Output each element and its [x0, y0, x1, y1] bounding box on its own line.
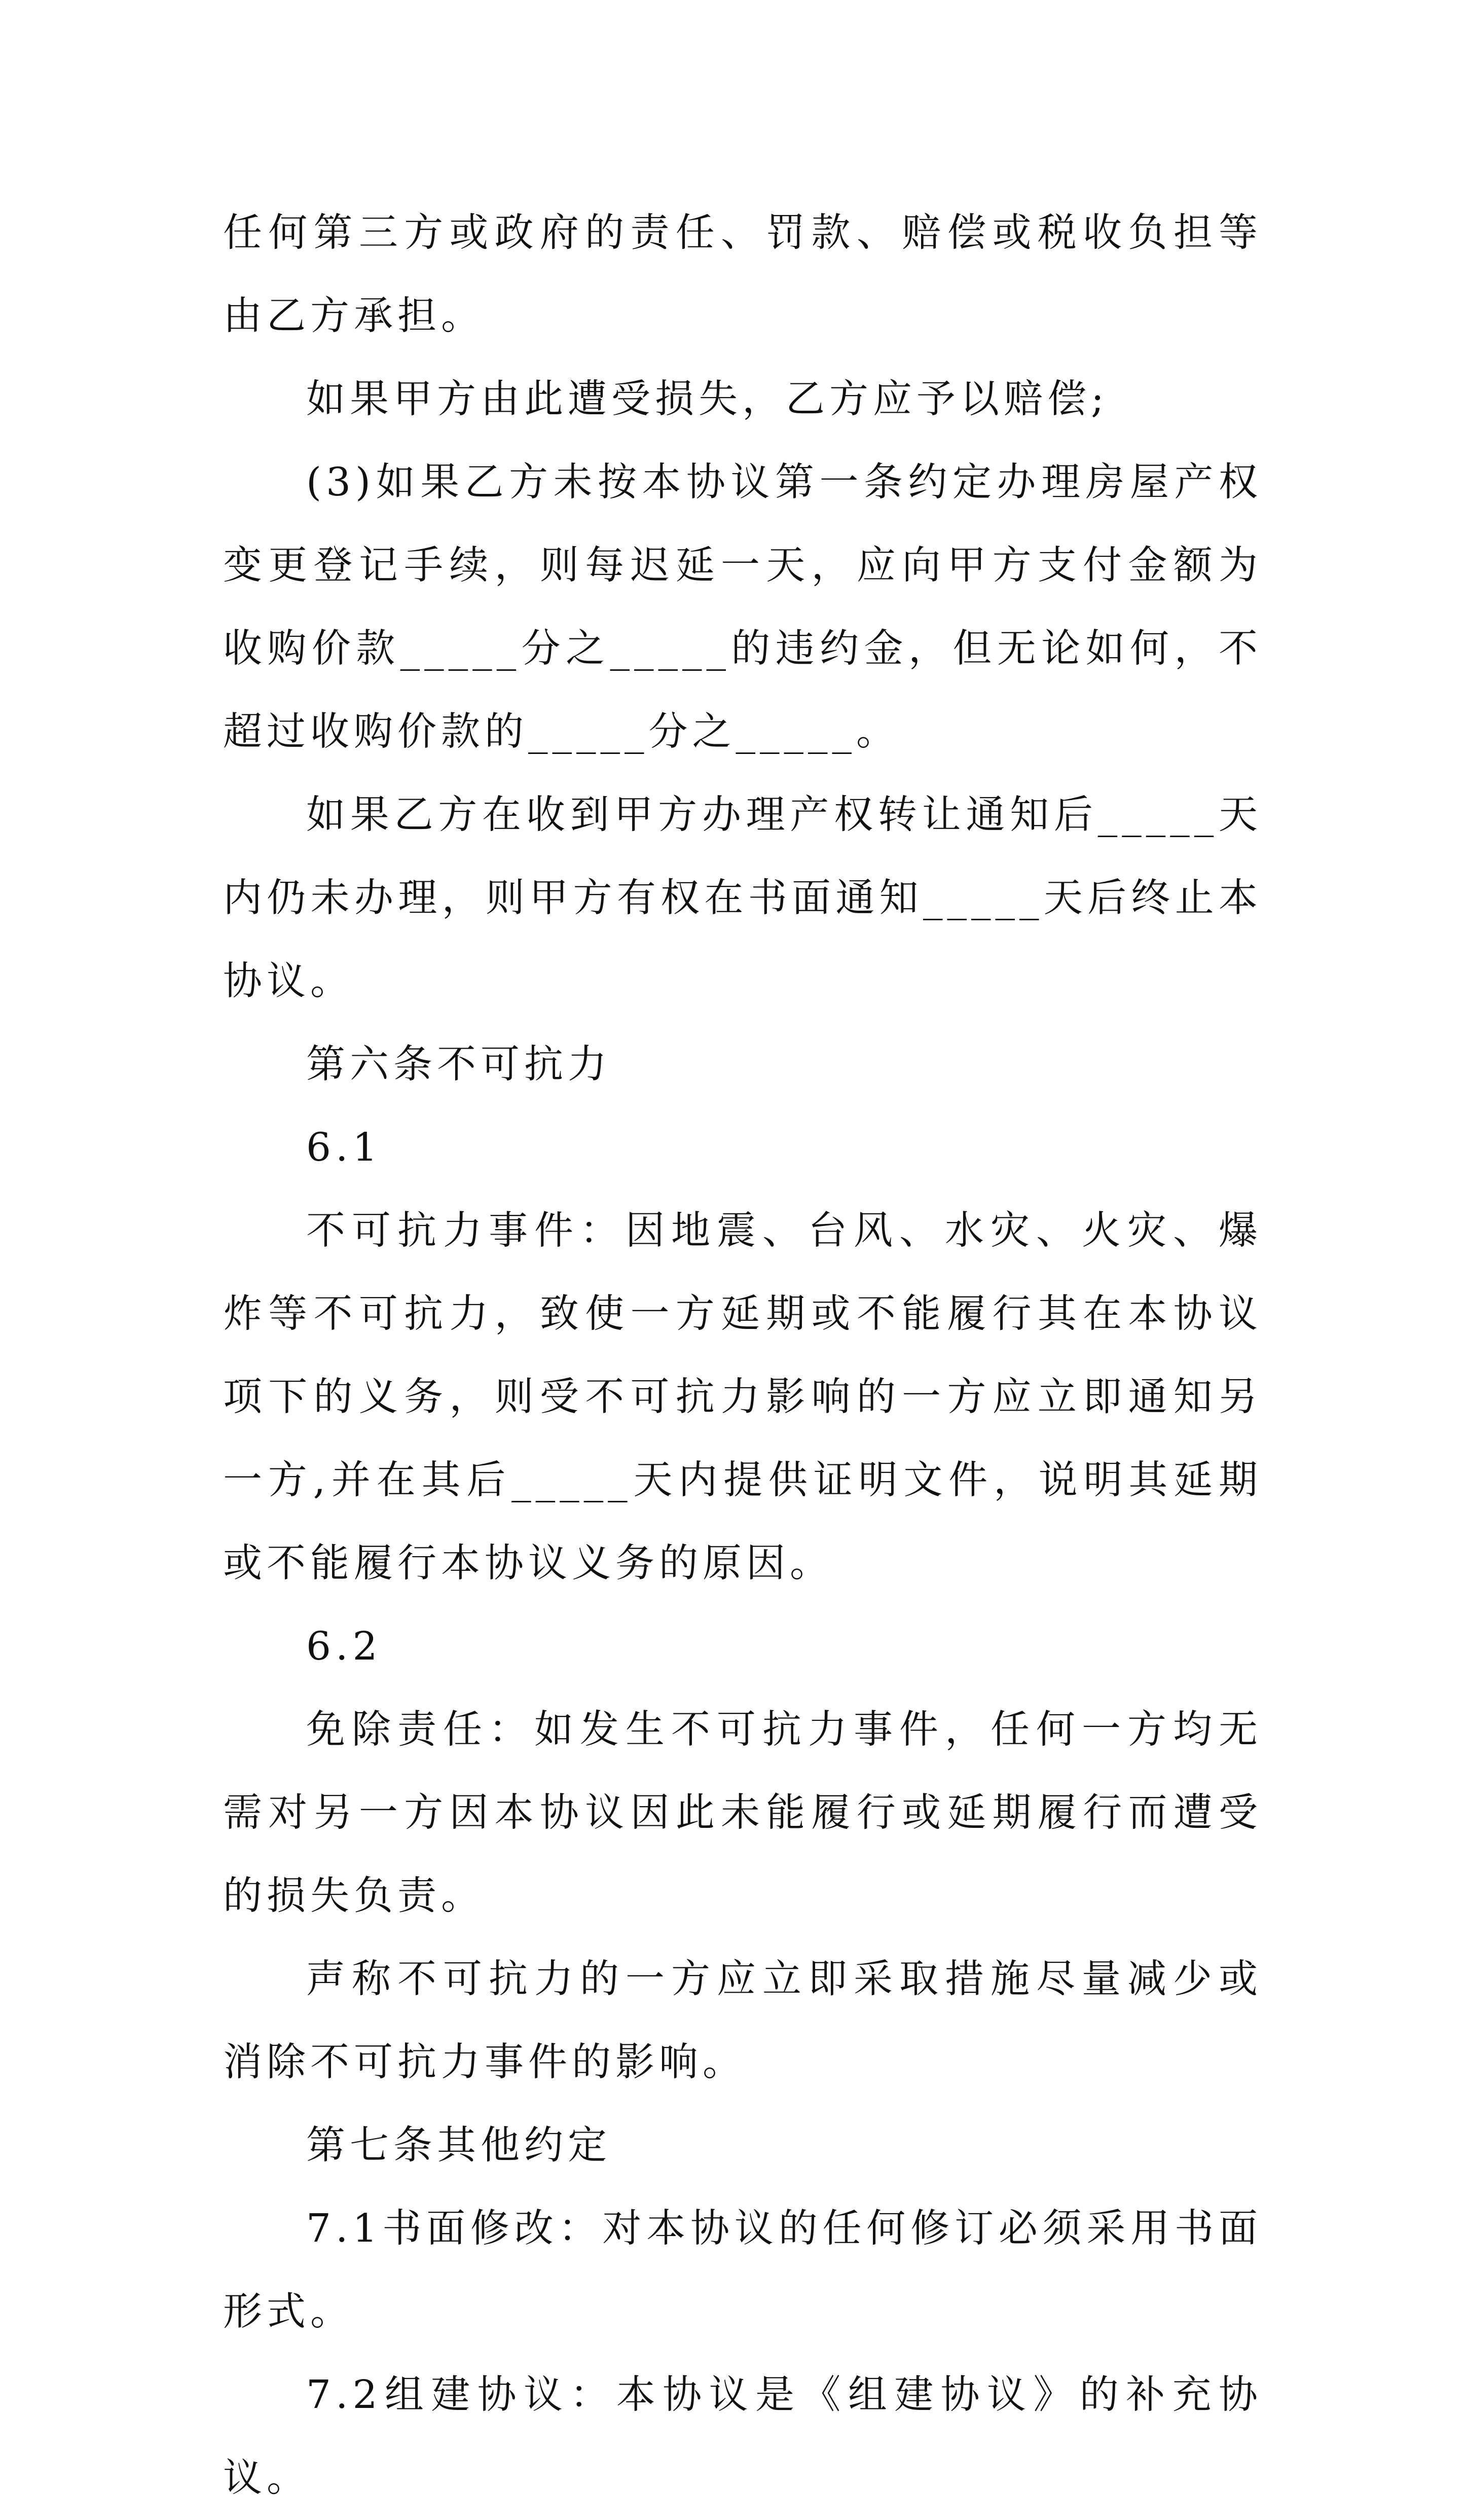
section-number-6-1: 6.1: [306, 1125, 382, 1170]
document-body: [223, 192, 1262, 2520]
paragraph-clause-3-penalty: (3)如果乙方未按本协议第一条约定办理房屋产权变更登记手续，则每迟延一天，应向甲方支付金额为收购价款_____分之_____的违约金，但无论如何，不超过收购价款的_____分之_____。: [223, 460, 1262, 754]
paragraph-third-party-liability: 任何第三方或政府的责任、罚款、赔偿或税收负担等由乙方承担。: [223, 210, 1262, 339]
paragraph-7-1-written-amendment: 7.1书面修改：对本协议的任何修订必须采用书面形式。: [223, 2206, 1262, 2334]
section-number-6-2: 6.2: [306, 1624, 382, 1669]
paragraph-exemption: 免除责任：如发生不可抗力事件，任何一方均无需对另一方因本协议因此未能履行或延期履行而遭受的损失负责。: [223, 1707, 1262, 1919]
paragraph-mitigation: 声称不可抗力的一方应立即采取措施尽量减少或消除不可抗力事件的影响。: [223, 1957, 1262, 2085]
paragraph-compensation: 如果甲方由此遭受损失，乙方应予以赔偿;: [306, 377, 1109, 422]
paragraph-termination-right: 如果乙方在收到甲方办理产权转让通知后_____天内仍未办理，则甲方有权在书面通知_____天后终止本协议。: [223, 793, 1262, 1004]
heading-article-6: 第六条不可抗力: [306, 1042, 611, 1087]
heading-article-7: 第七条其他约定: [306, 2123, 611, 2168]
paragraph-force-majeure-event: 不可抗力事件：因地震、台风、水灾、火灾、爆炸等不可抗力，致使一方延期或不能履行其在本协议项下的义务，则受不可抗力影响的一方应立即通知另一方,并在其后_____天内提供证明文件，说明其延期或不能履行本协议义务的原因。: [223, 1208, 1262, 1586]
paragraph-7-2-formation-agreement: 7.2组建协议：本协议是《组建协议》的补充协议。: [223, 2372, 1262, 2501]
